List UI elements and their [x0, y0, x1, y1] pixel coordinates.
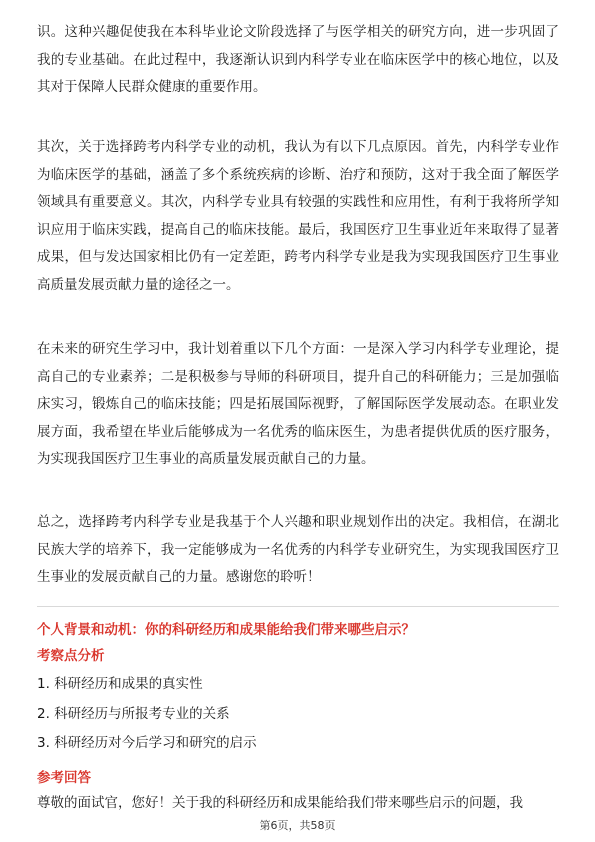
answer-heading: 参考回答: [37, 770, 91, 786]
paragraph-motivation: 其次，关于选择跨考内科学专业的动机，我认为有以下几点原因。首先，内科学专业作为临床医学的基础，涵盖了多个系统疾病的诊断、治疗和预防，这对于我全面了解医学领域具有重要意义。其次，内科学专业具有较强的实践性和应用性，有利于我将所学知识应用于临床实践，提高自己的临床技能。最后，我国医疗卫生事业近年来取得了显著成果，但与发达国家相比仍有一定差距，跨考内科学专业是我为实现我国医疗卫生事业高质量发展贡献力量的途径之一。: [37, 139, 559, 293]
document-page: [37, 0, 559, 842]
page-number-footer: 第6页，共58页: [259, 819, 336, 832]
section-divider: [37, 606, 559, 607]
paragraph-interest: 识。这种兴趣促使我在本科毕业论文阶段选择了与医学相关的研究方向，进一步巩固了我的专业基础。在此过程中，我逐渐认识到内科学专业在临床医学中的核心地位，以及其对于保障人民群众健康的重要作用。: [37, 24, 559, 95]
analysis-point: 3. 科研经历对今后学习和研究的启示: [37, 735, 257, 751]
analysis-point: 1. 科研经历和成果的真实性: [37, 676, 203, 692]
interview-question: 个人背景和动机：你的科研经历和成果能给我们带来哪些启示？: [37, 622, 415, 638]
paragraph-study-plan: 在未来的研究生学习中，我计划着重以下几个方面：一是深入学习内科学专业理论，提高自己的专业素养；二是积极参与导师的科研项目，提升自己的科研能力；三是加强临床实习，锻炼自己的临床技能；四是拓展国际视野，了解国际医学发展动态。在职业发展方面，我希望在毕业后能够成为一名优秀的临床医生，为患者提供优质的医疗服务，为实现我国医疗卫生事业的高质量发展贡献自己的力量。: [37, 341, 559, 467]
points-heading: 考察点分析: [37, 648, 105, 664]
paragraph-conclusion: 总之，选择跨考内科学专业是我基于个人兴趣和职业规划作出的决定。我相信，在湖北民族大学的培养下，我一定能够成为一名优秀的内科学专业研究生，为实现我国医疗卫生事业的发展贡献自己的力量。感谢您的聆听！: [37, 514, 559, 585]
answer-text: 尊敬的面试官，您好！关于我的科研经历和成果能给我们带来哪些启示的问题，我: [37, 795, 523, 811]
analysis-point: 2. 科研经历与所报考专业的关系: [37, 706, 230, 722]
